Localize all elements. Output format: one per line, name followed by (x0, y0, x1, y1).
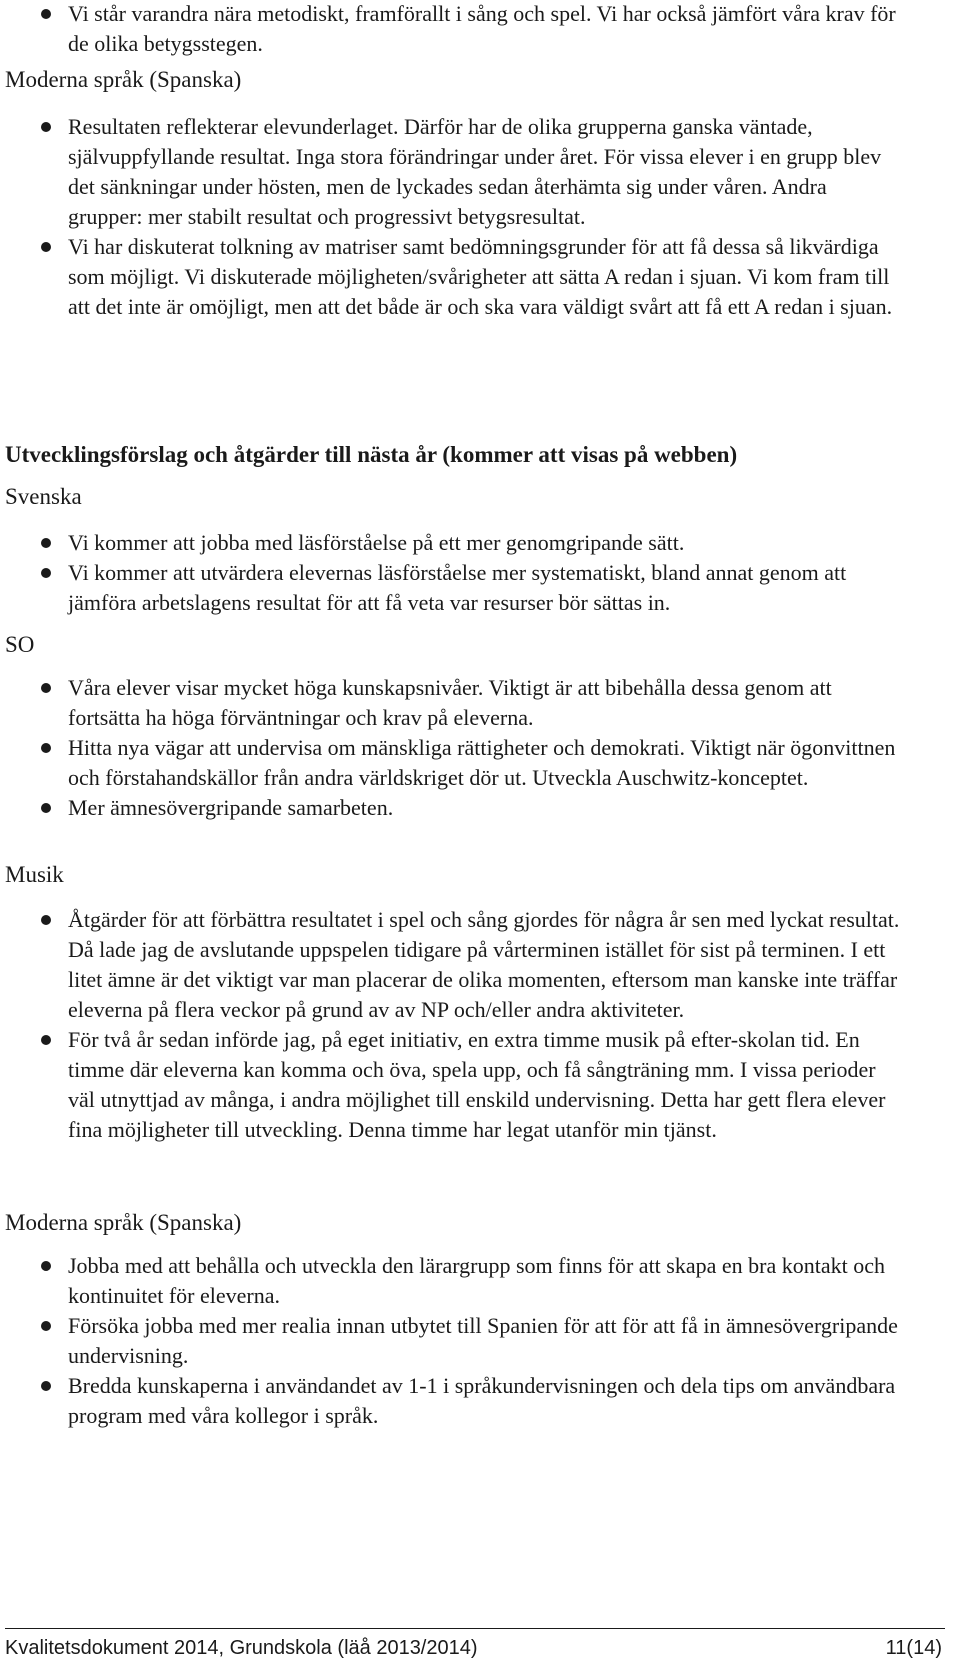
list-item: Vi står varandra nära metodiskt, framförallt i sång och spel. Vi har också jämfört våra krav för de olika betygsstegen. (0, 0, 960, 59)
musik-list (0, 905, 960, 1145)
top-list (0, 0, 960, 59)
subject-heading-so: SO (5, 632, 35, 657)
bullet-icon (41, 803, 51, 813)
moderna-sprak-list (0, 112, 960, 322)
list-item: Mer ämnesövergripande samarbeten. (0, 793, 960, 823)
list-item: Hitta nya vägar att undervisa om mänskliga rättigheter och demokrati. Viktigt när ögonvittnen och förstahandskällor från andra världskriget dör ut. Utveckla Auschwitz-konceptet. (0, 733, 960, 793)
moderna-sprak-atgarder-list (0, 1251, 960, 1431)
list-item: Vi kommer att utvärdera elevernas läsförståelse mer systematiskt, bland annat genom att jämföra arbetslagens resultat för att få veta var resurser bör sättas in. (0, 558, 960, 618)
list-item: Försöka jobba med mer realia innan utbytet till Spanien för att för att få in ämnesövergripande undervisning. (0, 1311, 960, 1371)
bullet-icon (41, 915, 51, 925)
bullet-icon (41, 1261, 51, 1271)
bullet-icon (41, 1321, 51, 1331)
list-item: För två år sedan införde jag, på eget initiativ, en extra timme musik på efter-skolan tid. En timme där eleverna kan komma och öva, spela upp, och få sångträning mm. I vissa perioder väl utnyttjad av många, i andra möjlighet till enskild undervisning. Detta har gett flera elever fina möjligheter till utveckling. Denna timme har legat utanför min tjänst. (0, 1025, 960, 1145)
bullet-icon (41, 122, 51, 132)
bullet-icon (41, 1381, 51, 1391)
list-item: Resultaten reflekterar elevunderlaget. Därför har de olika grupperna ganska väntade, självuppfyllande resultat. Inga stora förändringar under året. För vissa elever i en grupp blev det sänkningar under hösten, men de lyckades sedan återhämta sig under våren. Andra grupper: mer stabilt resultat och progressivt betygsresultat. (0, 112, 960, 232)
section-heading-moderna-sprak: Moderna språk (Spanska) (5, 67, 242, 92)
bullet-icon (41, 1035, 51, 1045)
list-item: Vi kommer att jobba med läsförståelse på ett mer genomgripande sätt. (0, 528, 960, 558)
bullet-icon (41, 683, 51, 693)
section-heading-utvecklingsforslag: Utvecklingsförslag och åtgärder till nästa år (kommer att visas på webben) (5, 442, 738, 467)
list-item: Våra elever visar mycket höga kunskapsnivåer. Viktigt är att bibehålla dessa genom att fortsätta ha höga förväntningar och krav på eleverna. (0, 673, 960, 733)
bullet-icon (41, 538, 51, 548)
svenska-list (0, 528, 960, 618)
list-item: Jobba med att behålla och utveckla den lärargrupp som finns för att skapa en bra kontakt och kontinuitet för eleverna. (0, 1251, 960, 1311)
list-item: Bredda kunskaperna i användandet av 1-1 i språkundervisningen och dela tips om användbara program med våra kollegor i språk. (0, 1371, 960, 1431)
so-list (0, 673, 960, 823)
bullet-icon (41, 568, 51, 578)
list-item: Åtgärder för att förbättra resultatet i spel och sång gjordes för några år sen med lyckat resultat. Då lade jag de avslutande uppspelen tidigare på vårterminen istället för sist på terminen. I ett litet ämne är det viktigt var man placerar de olika momenten, eftersom man kanske inte träffar eleverna på flera veckor på grund av av NP och/eller andra aktiviteter. (0, 905, 960, 1025)
subject-heading-svenska: Svenska (5, 484, 82, 509)
footer-document-title: Kvalitetsdokument 2014, Grundskola (läå 2013/2014) (5, 1637, 478, 1659)
footer-page-number: 11(14) (885, 1637, 942, 1659)
footer-divider (5, 1628, 945, 1629)
list-item: Vi har diskuterat tolkning av matriser samt bedömningsgrunder för att få dessa så likvärdiga som möjligt. Vi diskuterade möjligheten/svårigheter att sätta A redan i sjuan. Vi kom fram till att det inte är omöjligt, men att det både är och ska vara väldigt svårt att få ett A redan i sjuan. (0, 232, 960, 322)
bullet-icon (41, 743, 51, 753)
bullet-icon (41, 9, 51, 19)
subject-heading-moderna-sprak: Moderna språk (Spanska) (5, 1210, 242, 1235)
bullet-icon (41, 242, 51, 252)
subject-heading-musik: Musik (5, 862, 64, 887)
